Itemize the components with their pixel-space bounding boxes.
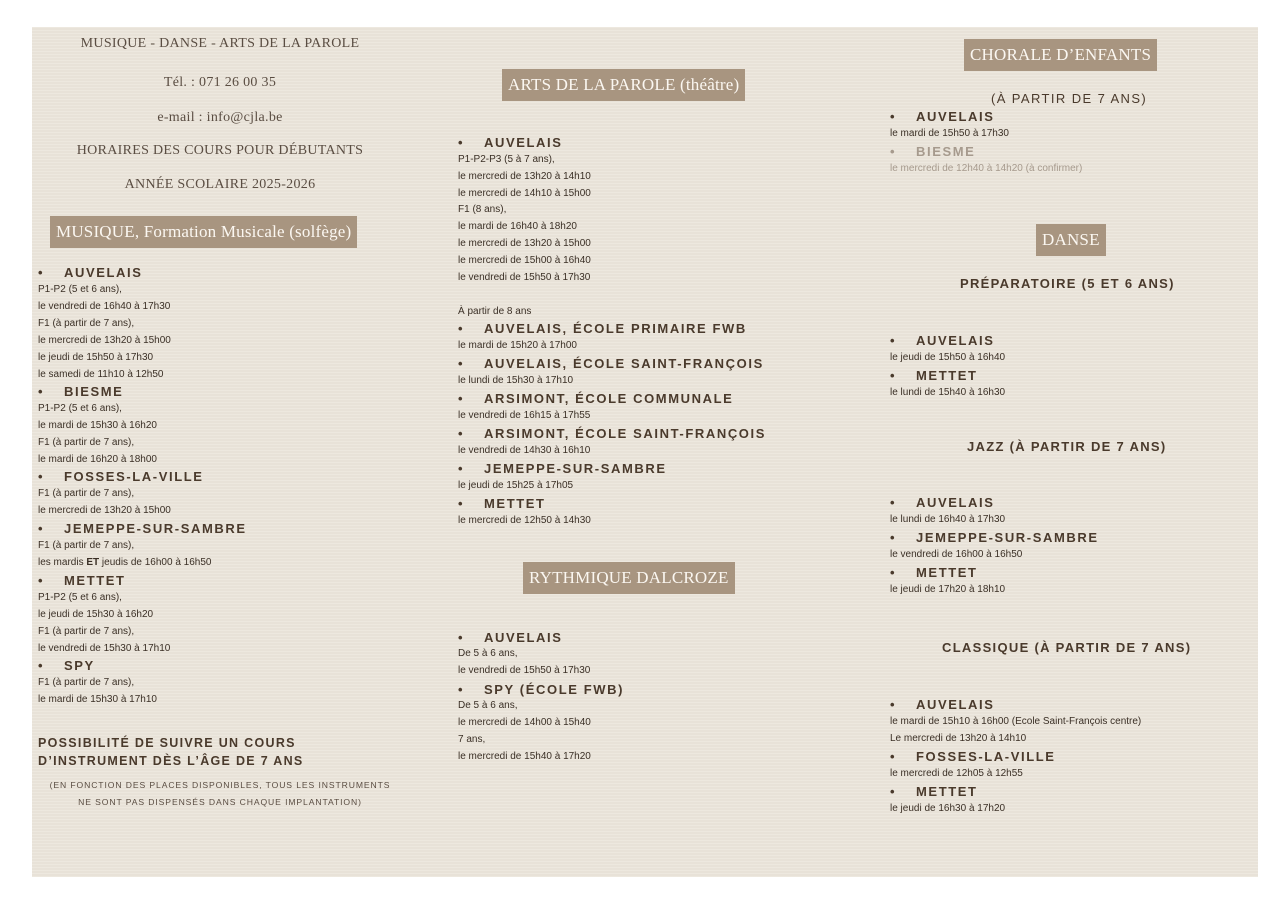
bullet: • [458, 630, 465, 645]
schedule-line: le vendredi de 15h30 à 17h10 [38, 643, 171, 654]
schedule-line: le mercredi de 13h20 à 15h00 [38, 335, 171, 346]
schedule-line: le vendredi de 16h15 à 17h55 [458, 410, 591, 421]
instrument-possibility-line2: D’INSTRUMENT DÈS L’ÂGE DE 7 ANS [38, 754, 304, 768]
banner-danse: DANSE [1036, 224, 1106, 256]
rythmique-location-spy: • SPY (ÉCOLE FWB) [458, 682, 625, 697]
danse-preparatoire-title: PRÉPARATOIRE (5 ET 6 ANS) [960, 276, 1175, 291]
bullet: • [890, 697, 897, 712]
schedule-line: le mercredi de 13h20 à 15h00 [38, 505, 171, 516]
bullet: • [458, 682, 465, 697]
schedule-line: le mercredi de 15h40 à 17h20 [458, 751, 591, 762]
theatre-location: • AUVELAIS, ÉCOLE PRIMAIRE FWB [458, 321, 747, 336]
header-phone: Tél. : 071 26 00 35 [163, 75, 277, 90]
bullet: • [38, 658, 45, 673]
schedule-line: F1 (à partir de 7 ans), [38, 437, 135, 448]
musique-location-spy: • SPY [38, 658, 95, 673]
schedule-line: F1 (à partir de 7 ans), [38, 626, 135, 637]
musique-location-fosses: • FOSSES-LA-VILLE [38, 469, 204, 484]
bullet: • [458, 426, 465, 441]
danse-classique-auvelais: • AUVELAIS [890, 697, 995, 712]
schedule-line: le mardi de 15h20 à 17h00 [458, 340, 577, 351]
bullet: • [890, 784, 897, 799]
banner-musique: MUSIQUE, Formation Musicale (solfège) [50, 216, 357, 248]
schedule-line: le lundi de 15h40 à 16h30 [890, 387, 1006, 398]
schedule-line: le vendredi de 16h40 à 17h30 [38, 301, 171, 312]
bullet: • [890, 144, 897, 159]
schedule-line: le mercredi de 13h20 à 14h10 [458, 171, 591, 182]
bullet: • [38, 265, 45, 280]
schedule-line: le mercredi de 12h50 à 14h30 [458, 515, 591, 526]
schedule-line: le mardi de 16h40 à 18h20 [458, 221, 577, 232]
bullet: • [458, 356, 465, 371]
danse-jazz-jemeppe: • JEMEPPE-SUR-SAMBRE [890, 530, 1099, 545]
schedule-line: le mercredi de 13h20 à 15h00 [458, 238, 591, 249]
schedule-line: P1-P2 (5 et 6 ans), [38, 592, 122, 603]
bullet: • [38, 384, 45, 399]
bullet: • [890, 368, 897, 383]
schedule-line: le mardi de 16h20 à 18h00 [38, 454, 157, 465]
schedule-line: P1-P2-P3 (5 à 7 ans), [458, 154, 555, 165]
schedule-line: le vendredi de 15h50 à 17h30 [458, 665, 591, 676]
schedule-line: le mercredi de 12h40 à 14h20 (à confirmer) [890, 163, 1083, 174]
danse-prep-mettet: • METTET [890, 368, 978, 383]
bullet: • [890, 495, 897, 510]
danse-classique-fosses: • FOSSES-LA-VILLE [890, 749, 1056, 764]
theatre-location-auvelais: • AUVELAIS [458, 135, 563, 150]
theatre-location: • ARSIMONT, ÉCOLE COMMUNALE [458, 391, 734, 406]
schedule-line: F1 (à partir de 7 ans), [38, 488, 135, 499]
schedule-line: F1 (8 ans), [458, 204, 507, 215]
theatre-location: • AUVELAIS, ÉCOLE SAINT-FRANÇOIS [458, 356, 764, 371]
header-title: HORAIRES DES COURS POUR DÉBUTANTS [76, 143, 364, 158]
schedule-line: F1 (à partir de 7 ans), [38, 318, 135, 329]
schedule-line: le jeudi de 15h50 à 17h30 [38, 352, 154, 363]
schedule-line: le mardi de 15h10 à 16h00 (Ecole Saint-François centre) [890, 716, 1142, 727]
instrument-note-line2: NE SONT PAS DISPENSÉS DANS CHAQUE IMPLANTATION) [78, 797, 362, 807]
bullet: • [38, 573, 45, 588]
schedule-line: P1-P2 (5 et 6 ans), [38, 284, 122, 295]
musique-location-mettet: • METTET [38, 573, 126, 588]
schedule-line: le jeudi de 15h30 à 16h20 [38, 609, 154, 620]
schedule-line: le vendredi de 15h50 à 17h30 [458, 272, 591, 283]
schedule-line: le vendredi de 16h00 à 16h50 [890, 549, 1023, 560]
schedule-line: le jeudi de 15h25 à 17h05 [458, 480, 574, 491]
schedule-line: les mardis ET jeudis de 16h00 à 16h50 [38, 557, 212, 568]
schedule-line: Le mercredi de 13h20 à 14h10 [890, 733, 1027, 744]
header-disciplines: MUSIQUE - DANSE - ARTS DE LA PAROLE [80, 36, 360, 51]
header-school-year: ANNÉE SCOLAIRE 2025-2026 [124, 177, 316, 192]
musique-location-jemeppe: • JEMEPPE-SUR-SAMBRE [38, 521, 247, 536]
banner-chorale-enfants: CHORALE D’ENFANTS [964, 39, 1157, 71]
chorale-location-biesme: • BIESME [890, 144, 976, 159]
bullet: • [458, 321, 465, 336]
danse-jazz-auvelais: • AUVELAIS [890, 495, 995, 510]
bullet: • [458, 391, 465, 406]
rythmique-location-auvelais: • AUVELAIS [458, 630, 563, 645]
danse-classique-mettet: • METTET [890, 784, 978, 799]
danse-jazz-title: JAZZ (À PARTIR DE 7 ANS) [967, 439, 1167, 454]
theatre-location: • JEMEPPE-SUR-SAMBRE [458, 461, 667, 476]
musique-location-biesme: • BIESME [38, 384, 124, 399]
schedule-line: le jeudi de 17h20 à 18h10 [890, 584, 1006, 595]
schedule-line: le mercredi de 14h10 à 15h00 [458, 188, 591, 199]
bullet: • [38, 469, 45, 484]
schedule-line: le mardi de 15h50 à 17h30 [890, 128, 1009, 139]
schedule-line: le lundi de 15h30 à 17h10 [458, 375, 574, 386]
danse-classique-title: CLASSIQUE (À PARTIR DE 7 ANS) [942, 640, 1192, 655]
schedule-line: P1-P2 (5 et 6 ans), [38, 403, 122, 414]
schedule-line: le lundi de 16h40 à 17h30 [890, 514, 1006, 525]
schedule-line: le jeudi de 16h30 à 17h20 [890, 803, 1006, 814]
banner-arts-de-la-parole: ARTS DE LA PAROLE (théâtre) [502, 69, 745, 101]
schedule-line: F1 (à partir de 7 ans), [38, 540, 135, 551]
banner-rythmique-dalcroze: RYTHMIQUE DALCROZE [523, 562, 735, 594]
schedule-line: F1 (à partir de 7 ans), [38, 677, 135, 688]
emphasis-et: ET [86, 557, 100, 568]
instrument-possibility-line1: POSSIBILITÉ DE SUIVRE UN COURS [38, 736, 296, 750]
instrument-note-line1: (EN FONCTION DES PLACES DISPONIBLES, TOUS LES INSTRUMENTS [49, 780, 391, 790]
schedule-line: De 5 à 6 ans, [458, 648, 518, 659]
schedule-line: 7 ans, [458, 734, 486, 745]
musique-location-auvelais: • AUVELAIS [38, 265, 143, 280]
schedule-line: De 5 à 6 ans, [458, 700, 518, 711]
schedule-line: le mercredi de 15h00 à 16h40 [458, 255, 591, 266]
from-8-years-label: À partir de 8 ans [458, 306, 532, 317]
schedule-line: le jeudi de 15h50 à 16h40 [890, 352, 1006, 363]
schedule-line: le mardi de 15h30 à 16h20 [38, 420, 157, 431]
bullet: • [890, 749, 897, 764]
schedule-line: le mercredi de 14h00 à 15h40 [458, 717, 591, 728]
danse-jazz-mettet: • METTET [890, 565, 978, 580]
bullet: • [458, 496, 465, 511]
chorale-location-auvelais: • AUVELAIS [890, 109, 995, 124]
danse-prep-auvelais: • AUVELAIS [890, 333, 995, 348]
schedule-line: le vendredi de 14h30 à 16h10 [458, 445, 591, 456]
bullet: • [890, 109, 897, 124]
bullet: • [890, 333, 897, 348]
schedule-line: le mardi de 15h30 à 17h10 [38, 694, 157, 705]
bullet: • [890, 565, 897, 580]
bullet: • [458, 135, 465, 150]
header-email: e-mail : info@cjla.be [157, 110, 283, 125]
bullet: • [38, 521, 45, 536]
bullet: • [890, 530, 897, 545]
schedule-line: le samedi de 11h10 à 12h50 [38, 369, 164, 380]
schedule-line: le mercredi de 12h05 à 12h55 [890, 768, 1023, 779]
brochure-page [32, 27, 1258, 877]
theatre-location: • ARSIMONT, ÉCOLE SAINT-FRANÇOIS [458, 426, 767, 441]
bullet: • [458, 461, 465, 476]
theatre-location: • METTET [458, 496, 546, 511]
chorale-age: (À PARTIR DE 7 ANS) [991, 91, 1148, 106]
